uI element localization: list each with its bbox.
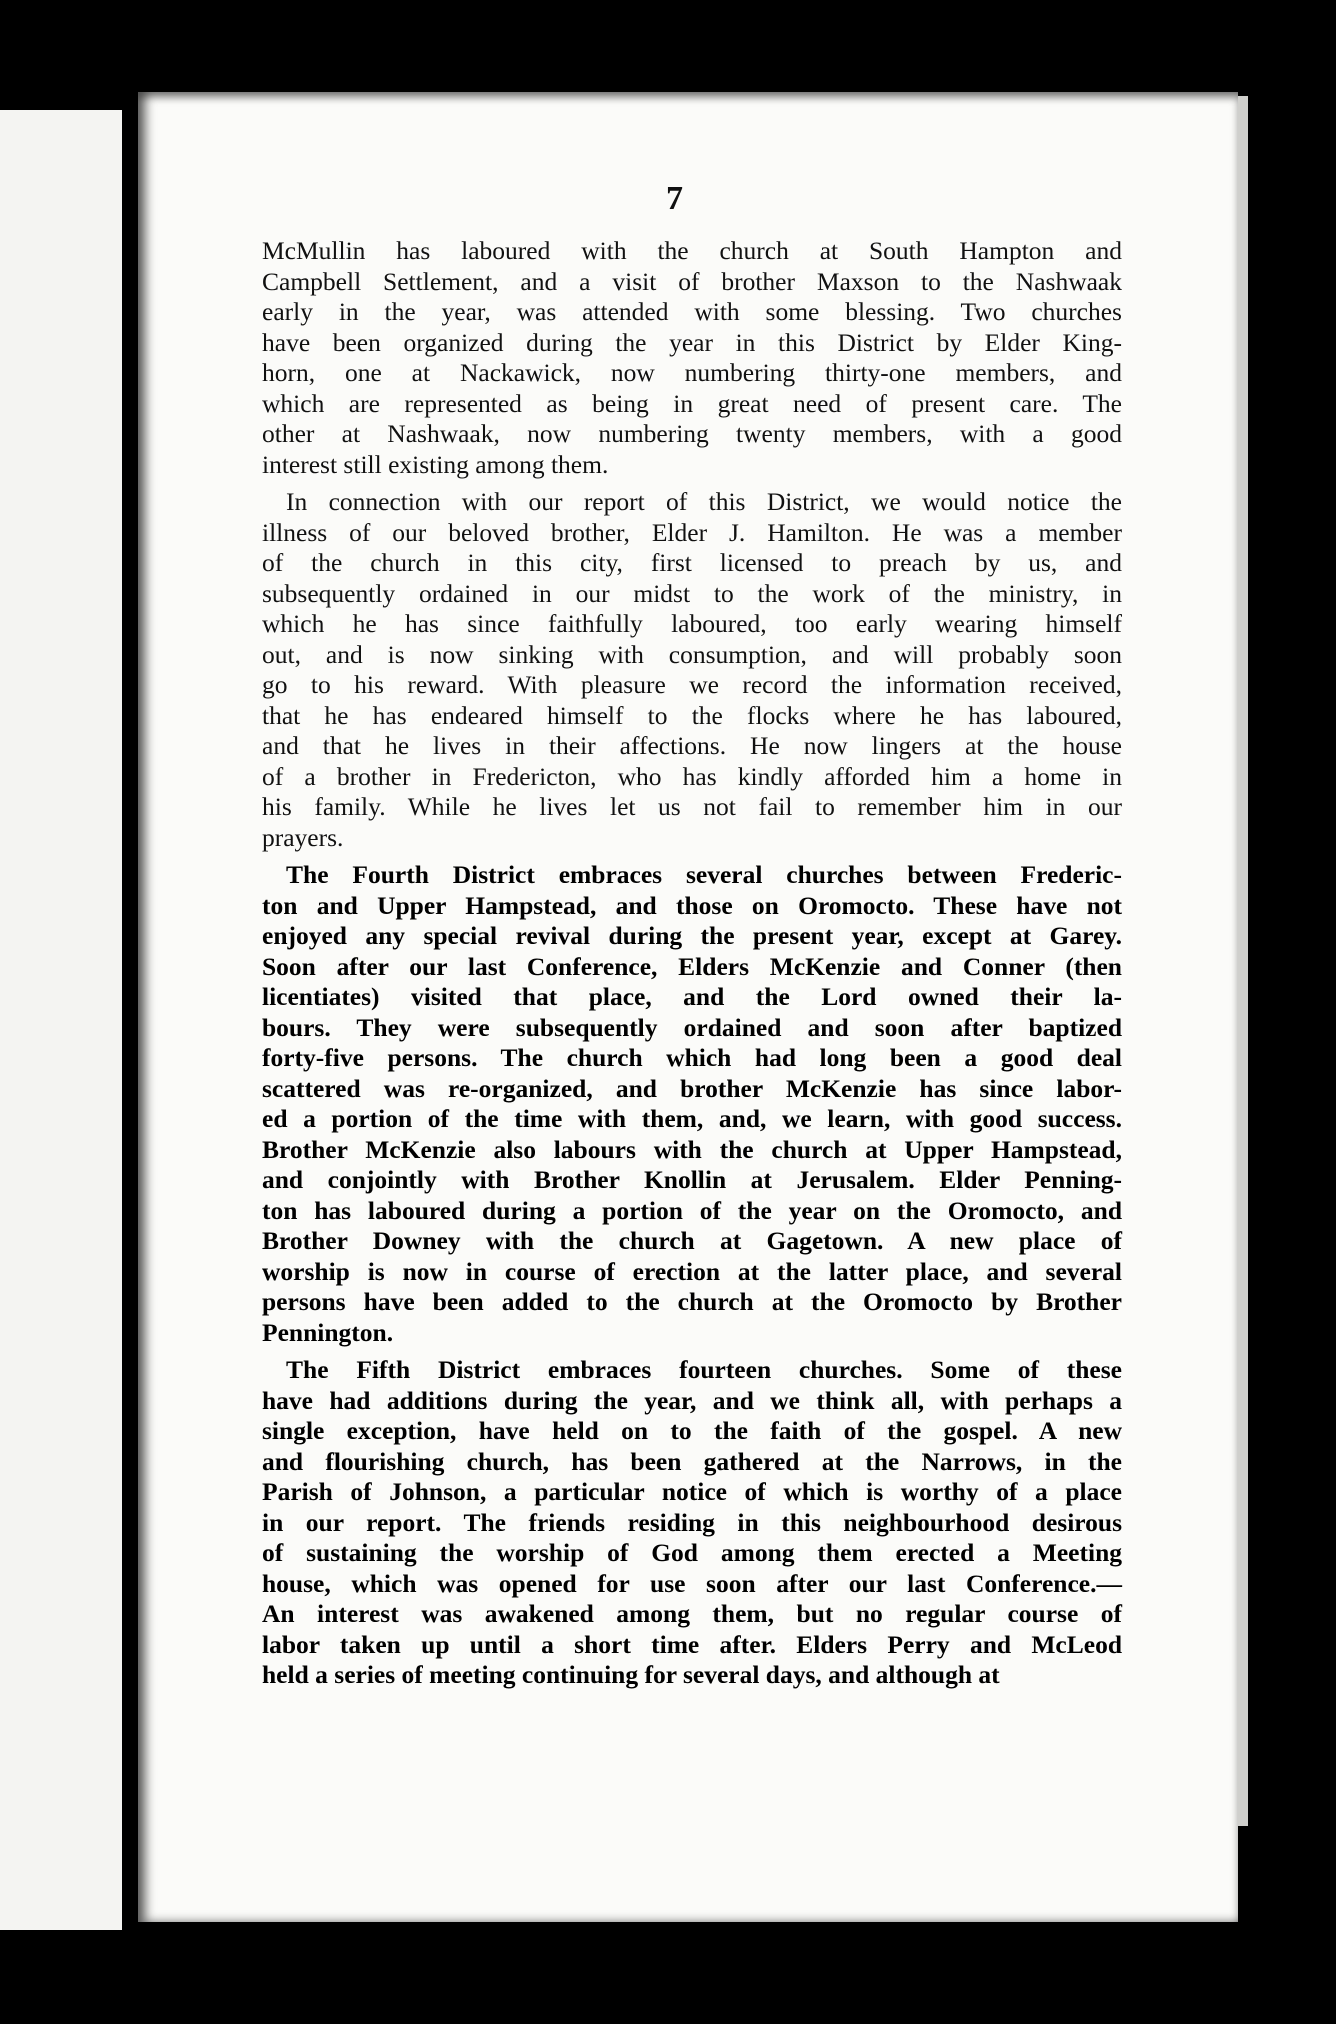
text-line: Brother McKenzie also labours with the church at Upper Hampstead, <box>262 1134 1122 1164</box>
page-edge-shadow <box>1238 96 1248 1826</box>
text-line: Campbell Settlement, and a visit of brother Maxson to the Nashwaak <box>262 266 1122 296</box>
text-line: single exception, have held on to the faith of the gospel. A new <box>262 1416 1122 1445</box>
text-line: other at Nashwaak, now numbering twenty members, with a good <box>262 419 1122 448</box>
text-line: bours. They were subsequently ordained and soon after baptized <box>262 1012 1122 1042</box>
text-line: subsequently ordained in our midst to the work of the ministry, in <box>262 578 1122 608</box>
page-number: 7 <box>666 180 683 217</box>
text-line: which he has since faithfully laboured, too early wearing himself <box>262 609 1122 638</box>
text-line: in our report. The friends residing in this neighbourhood desirous <box>262 1507 1122 1537</box>
text-line: which are represented as being in great need of present care. The <box>262 388 1122 418</box>
text-line: An interest was awakened among them, but no regular course of <box>262 1599 1122 1628</box>
text-line: In connection with our report of this District, we would notice the <box>286 487 1122 516</box>
text-line: held a series of meeting continuing for several days, and although at <box>262 1660 1000 1689</box>
text-line: have been organized during the year in this District by Elder King- <box>262 327 1122 357</box>
text-line: of a brother in Fredericton, who has kindly afforded him a home in <box>262 761 1122 791</box>
text-line: house, which was opened for use soon after our last Conference.— <box>262 1568 1122 1598</box>
text-line: early in the year, was attended with some blessing. Two churches <box>262 297 1122 326</box>
text-line: ed a portion of the time with them, and, we learn, with good success. <box>262 1104 1122 1133</box>
text-line: The Fourth District embraces several churches between Frederic- <box>286 860 1122 889</box>
text-line: and conjointly with Brother Knollin at Jerusalem. Elder Penning- <box>262 1165 1122 1194</box>
text-line: illness of our beloved brother, Elder J. Hamilton. He was a member <box>262 517 1122 547</box>
text-line: McMullin has laboured with the church at South Hampton and <box>262 236 1122 265</box>
paragraph <box>262 487 1122 853</box>
text-line: enjoyed any special revival during the present year, except at Garey. <box>262 921 1122 950</box>
text-line: horn, one at Nackawick, now numbering thirty-one members, and <box>262 358 1122 387</box>
text-line: scattered was re-organized, and brother McKenzie has since labor- <box>262 1073 1122 1103</box>
text-line: persons have been added to the church at the Oromocto by Brother <box>262 1287 1122 1316</box>
text-line: licentiates) visited that place, and the Lord owned their la- <box>262 982 1122 1011</box>
text-line: interest still existing among them. <box>262 449 609 479</box>
text-line: Soon after our last Conference, Elders McKenzie and Conner (then <box>262 951 1122 981</box>
paragraph <box>262 1355 1122 1691</box>
text-line: The Fifth District embraces fourteen churches. Some of these <box>286 1355 1122 1384</box>
text-line: go to his reward. With pleasure we record the information received, <box>262 670 1122 699</box>
text-line: his family. While he lives let us not fail to remember him in our <box>262 792 1122 821</box>
paragraph <box>262 860 1122 1348</box>
adjacent-page-edge <box>0 110 122 1930</box>
text-line: worship is now in course of erection at the latter place, and several <box>262 1256 1122 1286</box>
text-line: out, and is now sinking with consumption, and will probably soon <box>262 639 1122 669</box>
text-line: prayers. <box>262 822 344 852</box>
text-line: labor taken up until a short time after. Elders Perry and McLeod <box>262 1629 1122 1659</box>
text-line: Pennington. <box>262 1317 394 1347</box>
paragraph <box>262 236 1122 480</box>
text-line: of sustaining the worship of God among them erected a Meeting <box>262 1538 1122 1567</box>
text-line: of the church in this city, first licensed to preach by us, and <box>262 548 1122 577</box>
text-line: forty-five persons. The church which had long been a good deal <box>262 1043 1122 1072</box>
body-text <box>262 236 1122 1698</box>
text-line: and flourishing church, has been gathered at the Narrows, in the <box>262 1446 1122 1476</box>
text-line: that he has endeared himself to the flocks where he has laboured, <box>262 700 1122 730</box>
text-line: ton and Upper Hampstead, and those on Oromocto. These have not <box>262 890 1122 920</box>
text-line: and that he lives in their affections. He now lingers at the house <box>262 731 1122 760</box>
text-line: have had additions during the year, and we think all, with perhaps a <box>262 1385 1122 1415</box>
text-line: ton has laboured during a portion of the year on the Oromocto, and <box>262 1195 1122 1225</box>
text-line: Parish of Johnson, a particular notice of which is worthy of a place <box>262 1477 1122 1506</box>
text-line: Brother Downey with the church at Gagetown. A new place of <box>262 1226 1122 1255</box>
